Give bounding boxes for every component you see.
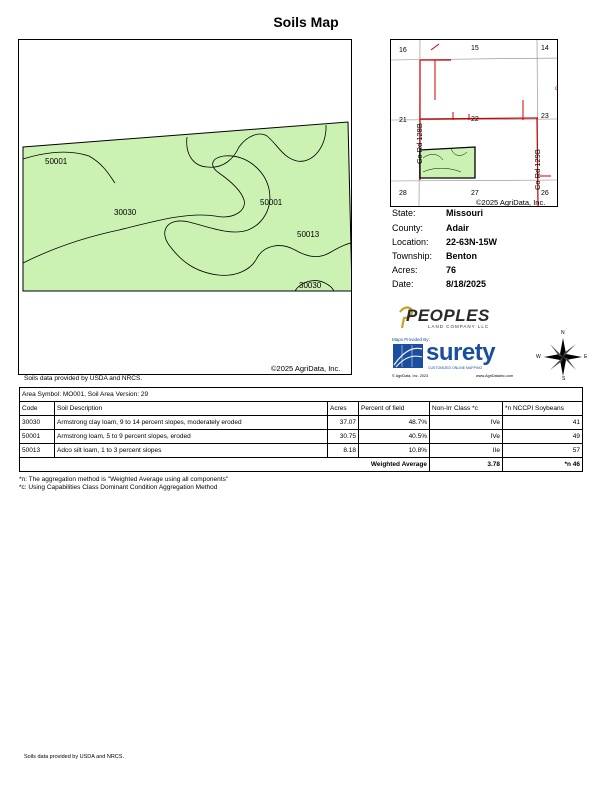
peoples-logo-subtext: LAND COMPANY LLC <box>428 324 490 329</box>
section-number: 22 <box>471 116 479 123</box>
locator-field <box>420 147 475 178</box>
table-row <box>20 416 583 430</box>
table-area-row <box>20 388 583 402</box>
table-header: Percent of field <box>359 402 430 416</box>
table-header-row <box>20 402 583 416</box>
weighted-average-class: 3.78 <box>430 458 503 472</box>
surety-copyright: © AgriData, Inc. 2023 <box>392 374 429 378</box>
locator-map-canvas <box>391 40 558 207</box>
section-number: 16 <box>399 47 407 54</box>
table-cell: 41 <box>503 416 583 430</box>
section-number: 14 <box>541 45 549 52</box>
table-cell: 48.7% <box>359 416 430 430</box>
table-header: Acres <box>328 402 359 416</box>
map-unit-label: 50001 <box>45 157 68 166</box>
surety-url: www.AgriDataInc.com <box>476 374 514 378</box>
info-value-township: Benton <box>446 251 477 261</box>
weighted-average-label: Weighted Average <box>20 458 430 472</box>
surety-provided-text: Maps Provided By: <box>392 337 430 342</box>
compass-s: S <box>562 376 566 382</box>
table-header: Code <box>20 402 55 416</box>
source-note: Soils data provided by USDA and NRCS. <box>24 375 143 382</box>
map-unit-label: 50001 <box>260 198 283 207</box>
table-cell: IVe <box>430 430 503 444</box>
table-weighted-row <box>20 458 583 472</box>
info-label-township: Township: <box>392 251 433 261</box>
map-unit-label: 30030 <box>114 208 137 217</box>
info-label-acres: Acres: <box>392 265 418 275</box>
table-cell: 37.07 <box>328 416 359 430</box>
road-label: Co Rd 129B <box>533 149 542 190</box>
table-row <box>20 444 583 458</box>
table-cell: IVe <box>430 416 503 430</box>
table-cell: 8.18 <box>328 444 359 458</box>
source-note-bottom: Soils data provided by USDA and NRCS. <box>24 754 124 760</box>
compass-e: E <box>584 354 588 360</box>
table-cell: 40.5% <box>359 430 430 444</box>
compass-n: N <box>561 330 565 336</box>
info-label-location: Location: <box>392 237 429 247</box>
table-cell: Armstrong loam, 5 to 9 percent slopes, eroded <box>55 430 328 444</box>
table-cell: Adco silt loam, 1 to 3 percent slopes <box>55 444 328 458</box>
footnote: *n: The aggregation method is "Weighted Average using all components" <box>19 476 229 483</box>
soils-table <box>19 387 583 472</box>
area-symbol: Area Symbol: MO001, Soil Area Version: 29 <box>20 388 583 402</box>
section-number: 21 <box>399 117 407 124</box>
surety-logo-subtext: CUSTOMIZED ONLINE MAPPING <box>428 366 483 370</box>
locator-map <box>390 39 558 207</box>
info-value-county: Adair <box>446 223 470 233</box>
soils-map-canvas <box>19 40 352 375</box>
peoples-logo-text: PEOPLES <box>406 306 490 325</box>
section-number: 23 <box>541 113 549 120</box>
table-header: Soil Description <box>55 402 328 416</box>
page-title: Soils Map <box>273 14 339 30</box>
info-value-location: 22-63N-15W <box>446 237 498 247</box>
table-cell: 49 <box>503 430 583 444</box>
table-cell: 57 <box>503 444 583 458</box>
soils-map <box>18 39 352 375</box>
locator-copyright: ©2025 AgriData, Inc. <box>476 198 546 207</box>
table-row <box>20 430 583 444</box>
info-label-state: State: <box>392 208 416 218</box>
footnotes <box>19 476 228 492</box>
info-value-acres: 76 <box>446 265 457 275</box>
section-number: 15 <box>471 45 479 52</box>
surety-globe-icon <box>392 343 424 369</box>
map-copyright: ©2025 AgriData, Inc. <box>271 364 341 373</box>
field-boundary <box>23 122 352 291</box>
weighted-average-nccpi: *n 46 <box>503 458 583 472</box>
svg-text:c: c <box>555 86 558 92</box>
table-cell: 50013 <box>20 444 55 458</box>
table-cell: 30030 <box>20 416 55 430</box>
info-label-county: County: <box>392 223 424 233</box>
table-cell: Armstrong clay loam, 9 to 14 percent slopes, moderately eroded <box>55 416 328 430</box>
surety-logo <box>392 337 528 383</box>
road-label: Co Rd 128B <box>415 123 424 164</box>
info-label-date: Date: <box>392 279 414 289</box>
map-unit-label: 50013 <box>297 230 320 239</box>
table-header: *n NCCPI Soybeans <box>503 402 583 416</box>
map-unit-label: 30030 <box>299 281 322 290</box>
section-number: 28 <box>399 190 407 197</box>
table-cell: IIe <box>430 444 503 458</box>
footnote: *c: Using Capabilities Class Dominant Condition Aggregation Method <box>19 484 218 491</box>
table-cell: 30.75 <box>328 430 359 444</box>
compass-w: W <box>536 354 541 360</box>
table-cell: 50001 <box>20 430 55 444</box>
table-header: Non-Irr Class *c <box>430 402 503 416</box>
section-number: 27 <box>471 190 479 197</box>
surety-logo-text: surety <box>426 339 496 366</box>
compass-rose-icon <box>538 332 588 382</box>
table-cell: 10.8% <box>359 444 430 458</box>
info-value-date: 8/18/2025 <box>446 279 487 289</box>
info-value-state: Missouri <box>446 208 484 218</box>
peoples-logo <box>398 304 498 334</box>
section-number: 26 <box>541 190 549 197</box>
